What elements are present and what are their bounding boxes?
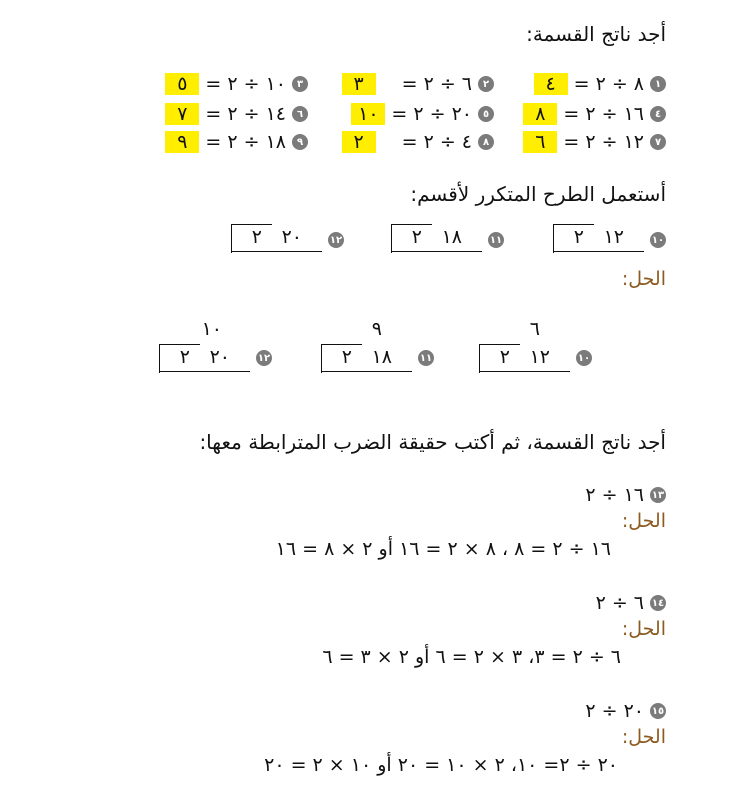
problem-expression: ١٢ ÷ ٢ = xyxy=(563,131,644,153)
problem-answer: ٣ xyxy=(342,73,376,95)
problem-expression: ٢٠ ÷ ٢ = xyxy=(391,103,472,125)
answer-15: ٢٠ ÷ ٢= ١٠، ٢ × ١٠ = ٢٠ أو ١٠ × ٢ = ٢٠ xyxy=(264,754,618,776)
problem-6 xyxy=(165,103,308,125)
problem-expression: ٤ ÷ ٢ = xyxy=(401,131,472,153)
quotient: ١٠ xyxy=(201,318,222,340)
solution-label: الحل: xyxy=(621,618,666,640)
answer-13: ١٦ ÷ ٢ = ٨ ، ٨ × ٢ = ١٦ أو ٢ × ٨ = ١٦ xyxy=(275,538,611,560)
question-expression: ١٦ ÷ ٢ xyxy=(585,484,644,506)
long-division-12-solved xyxy=(152,318,272,378)
problem-answer: ٢ xyxy=(342,131,376,153)
problem-expression: ٨ ÷ ٢ = xyxy=(573,73,644,95)
problem-badge: ٤ xyxy=(650,106,666,122)
problem-badge: ١٠ xyxy=(576,350,592,366)
divisor: ٢ xyxy=(251,226,262,248)
dividend: ٢٠ xyxy=(281,226,302,248)
section1-heading: أجد ناتج القسمة: xyxy=(526,22,666,46)
question-15 xyxy=(585,700,666,722)
problem-badge: ١١ xyxy=(488,232,504,248)
divisor: ٢ xyxy=(411,226,422,248)
section2-heading: أستعمل الطرح المتكرر لأقسم: xyxy=(410,182,666,206)
problem-badge: ٦ xyxy=(292,106,308,122)
dividend: ١٨ xyxy=(441,226,462,248)
problem-9 xyxy=(165,131,308,153)
problem-answer: ٥ xyxy=(165,73,199,95)
problem-2 xyxy=(342,73,494,95)
problem-1 xyxy=(534,73,666,95)
divisor: ٢ xyxy=(573,226,584,248)
problem-badge: ٢ xyxy=(478,76,494,92)
problem-7 xyxy=(523,131,666,153)
divisor: ٢ xyxy=(341,346,352,368)
problem-5 xyxy=(351,103,494,125)
dividend: ١٨ xyxy=(371,346,392,368)
long-division-12 xyxy=(224,228,344,258)
problem-3 xyxy=(165,73,308,95)
solution-label: الحل: xyxy=(621,268,666,290)
problem-expression: ١٦ ÷ ٢ = xyxy=(563,103,644,125)
problem-badge: ١٣ xyxy=(650,487,666,503)
problem-badge: ١٢ xyxy=(256,350,272,366)
problem-badge: ٨ xyxy=(478,134,494,150)
question-13 xyxy=(585,484,666,506)
question-expression: ٢٠ ÷ ٢ xyxy=(585,700,644,722)
answer-14: ٦ ÷ ٢ = ٣، ٣ × ٢ = ٦ أو ٢ × ٣ = ٦ xyxy=(322,646,621,668)
problem-badge: ١٠ xyxy=(650,232,666,248)
problem-badge: ١٤ xyxy=(650,595,666,611)
problem-badge: ٣ xyxy=(292,76,308,92)
problem-answer: ١٠ xyxy=(351,103,385,125)
problem-answer: ٨ xyxy=(523,103,557,125)
problem-8 xyxy=(342,131,494,153)
solution-label: الحل: xyxy=(621,510,666,532)
problem-answer: ٦ xyxy=(523,131,557,153)
problem-answer: ٧ xyxy=(165,103,199,125)
problem-badge: ١٢ xyxy=(328,232,344,248)
problem-expression: ١٤ ÷ ٢ = xyxy=(205,103,286,125)
dividend: ٢٠ xyxy=(209,346,230,368)
quotient: ٦ xyxy=(529,318,540,340)
quotient: ٩ xyxy=(371,318,382,340)
problem-expression: ١٠ ÷ ٢ = xyxy=(205,73,286,95)
problem-expression: ٦ ÷ ٢ = xyxy=(401,73,472,95)
problem-badge: ٩ xyxy=(292,134,308,150)
solution-label: الحل: xyxy=(621,726,666,748)
question-expression: ٦ ÷ ٢ xyxy=(595,592,644,614)
question-14 xyxy=(596,592,666,614)
divisor: ٢ xyxy=(499,346,510,368)
problem-answer: ٩ xyxy=(165,131,199,153)
long-division-10 xyxy=(546,228,666,258)
problem-badge: ١٥ xyxy=(650,703,666,719)
long-division-10-solved xyxy=(472,318,592,378)
section3-heading: أجد ناتج القسمة، ثم أكتب حقيقة الضرب المترابطة معها: xyxy=(199,430,666,454)
long-division-11-solved xyxy=(314,318,434,378)
problem-4 xyxy=(523,103,666,125)
problem-badge: ١ xyxy=(650,76,666,92)
divisor: ٢ xyxy=(179,346,190,368)
problem-expression: ١٨ ÷ ٢ = xyxy=(205,131,286,153)
problem-badge: ٥ xyxy=(478,106,494,122)
problem-badge: ١١ xyxy=(418,350,434,366)
dividend: ١٢ xyxy=(603,226,624,248)
problem-answer: ٤ xyxy=(534,73,568,95)
problem-badge: ٧ xyxy=(650,134,666,150)
dividend: ١٢ xyxy=(529,346,550,368)
long-division-11 xyxy=(384,228,504,258)
